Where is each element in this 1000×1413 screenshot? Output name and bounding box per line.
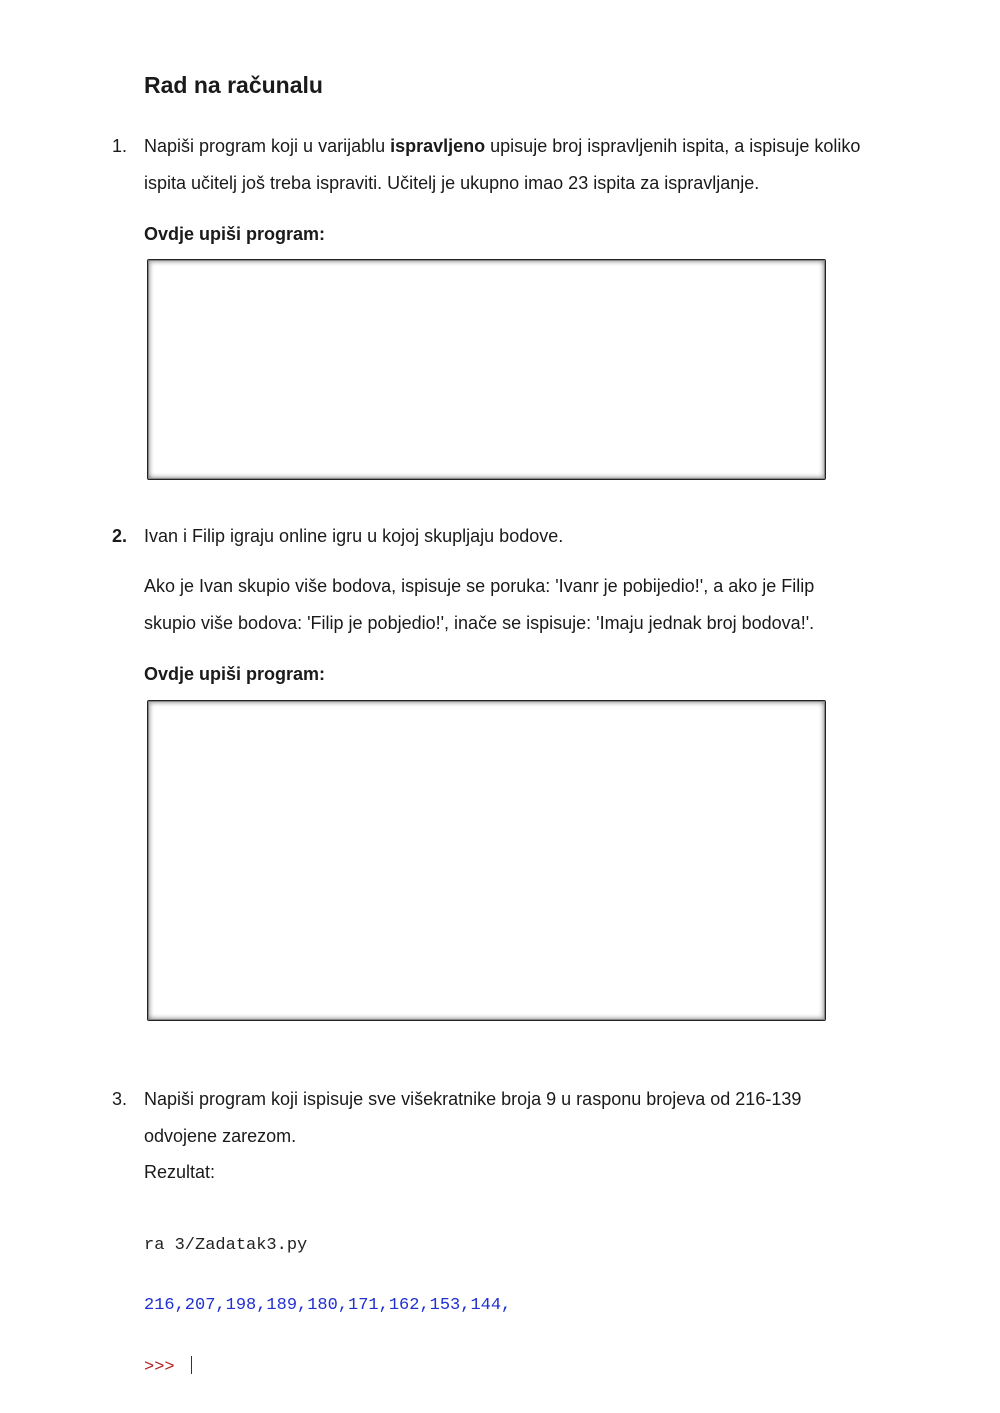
code-output-block — [144, 1196, 511, 1398]
code-path-line: ra 3/Zadatak3.py — [144, 1236, 308, 1255]
task3-text-line2: odvojene zarezom. — [144, 1126, 297, 1146]
task2-text-line3: skupio više bodova: 'Filip je pobjedio!', inače se ispisuje: 'Imaju jednak broj bodova!'. — [144, 613, 815, 633]
task3-text-line1: Napiši program koji ispisuje sve višekratnike broja 9 u rasponu brojeva od 216-139 — [144, 1089, 802, 1109]
task1-text-before: Napiši program koji u varijablu — [144, 136, 391, 156]
task1-answer-box[interactable] — [147, 259, 826, 480]
task1-text-after: upisuje broj ispravljenih ispita, a ispisuje koliko — [485, 136, 861, 156]
task2-text-line1: Ivan i Filip igraju online igru u kojoj skupljaju bodove. — [144, 526, 564, 546]
text-cursor — [191, 1356, 192, 1374]
code-prompt-line — [144, 1356, 511, 1378]
code-output-line: 216,207,198,189,180,171,162,153,144, — [144, 1296, 512, 1315]
task1-number: 1. — [112, 136, 128, 156]
task1-text-line1 — [144, 134, 860, 158]
task2-text-line2: Ako je Ivan skupio više bodova, ispisuje se poruka: 'Ivanr je pobijedio!', a ako je Filip — [144, 576, 815, 596]
task1-text-line2: ispita učitelj još treba ispraviti. Učitelj je ukupno imao 23 ispita za ispravljanje. — [144, 173, 760, 193]
task1-variable-name: ispravljeno — [390, 136, 486, 156]
task1-prompt: Ovdje upiši program: — [144, 224, 326, 244]
task2-answer-box[interactable] — [147, 700, 826, 1021]
task2-number: 2. — [112, 526, 128, 546]
task2-prompt: Ovdje upiši program: — [144, 664, 326, 684]
task3-number: 3. — [112, 1089, 128, 1109]
shell-prompt: >>> — [144, 1358, 185, 1377]
task3-result-label: Rezultat: — [144, 1162, 216, 1182]
page-title: Rad na računalu — [144, 72, 323, 98]
